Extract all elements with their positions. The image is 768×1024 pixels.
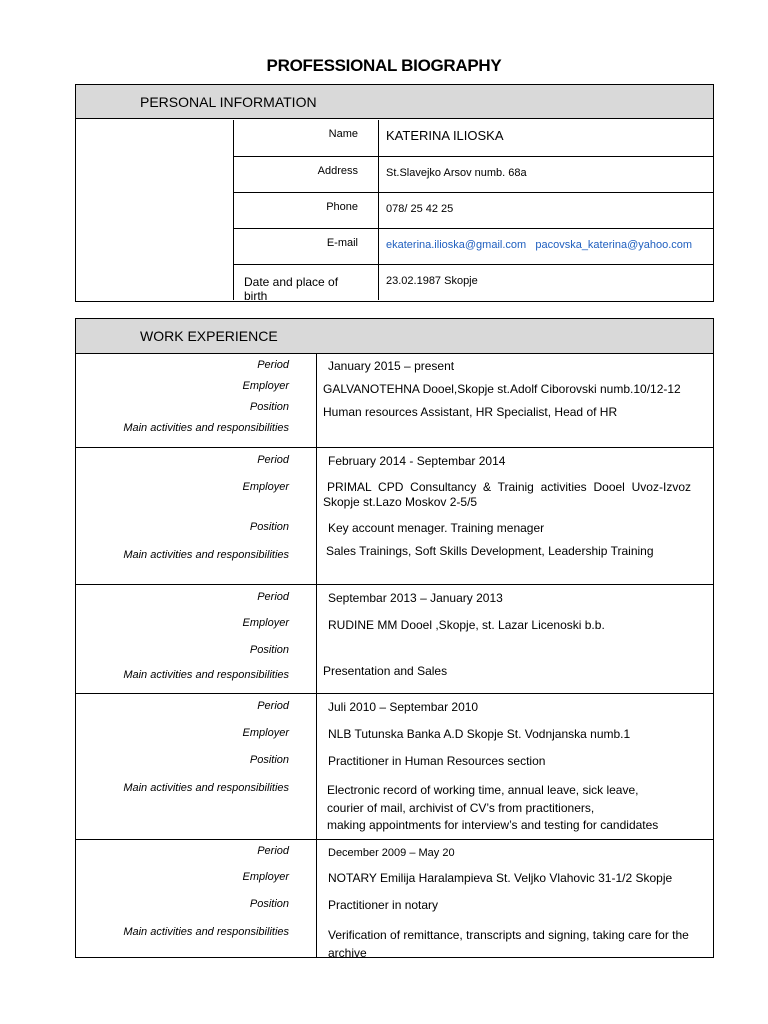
position-value: Practitioner in Human Resources section [328,754,546,768]
employer-value: RUDINE MM Dooel ,Skopje, st. Lazar Licenoski b.b. [328,618,605,632]
employer-label: Employer [242,481,289,493]
column-divider [316,694,317,839]
phone-row [233,192,714,228]
position-value: Key account menager. Training menager [328,521,545,535]
employer-label: Employer [242,617,289,629]
phone-value: 078/ 25 42 25 [386,203,454,215]
column-divider [316,448,317,584]
activities-label: Main activities and responsibilities [123,422,289,434]
activities-line: courier of mail, archivist of CV’s from practitioners, [327,800,595,815]
employer-value: NLB Tutunska Banka A.D Skopje St. Vodnjanska numb.1 [328,727,631,741]
activities-label: Main activities and responsibilities [123,669,289,681]
address-label: Address [233,157,379,192]
position-label: Position [249,898,289,910]
position-label: Position [249,521,289,533]
email-values [386,229,714,251]
column-divider [316,354,317,447]
position-label: Position [249,401,289,413]
position-value: Human resources Assistant, HR Specialist, Head of HR [323,405,618,419]
period-label: Period [257,845,289,857]
job-entry [76,353,713,447]
period-value: January 2015 – present [328,359,455,373]
email-label: E-mail [233,229,379,264]
employer-label: Employer [242,871,289,883]
job-entry [76,693,713,839]
personal-information-table [233,120,714,303]
period-label: Period [257,700,289,712]
activities-value: Verification of remittance, transcripts and signing, taking care for the archive [328,928,689,960]
address-row [233,156,714,192]
email-row [233,228,714,264]
job-entry [76,584,713,693]
period-value: Septembar 2013 – January 2013 [328,591,503,605]
activities-line: Electronic record of working time, annual leave, sick leave, [327,783,639,797]
address-value: St.Slavejko Arsov numb. 68a [386,167,527,179]
name-value: KATERINA ILIOSKA [386,128,504,143]
employer-value: NOTARY Emilija Haralampieva St. Veljko Vlahovic 31-1/2 Skopje [328,871,673,885]
job-entry [76,839,713,960]
position-label: Position [249,754,289,766]
email-link-gmail[interactable]: ekaterina.ilioska@gmail.com [386,239,527,251]
employer-label: Employer [242,380,289,392]
name-row [233,120,714,156]
employer-value: PRIMAL CPD Consultancy & Trainig activities Dooel Uvoz-Izvoz Skopje st.Lazo Moskov 2-5/5 [323,480,691,509]
activities-value [327,782,691,835]
activities-value: Presentation and Sales [323,664,448,678]
period-label: Period [257,591,289,603]
period-value: February 2014 - Septembar 2014 [328,454,506,468]
period-value: December 2009 – May 20 [328,847,455,859]
employer-label: Employer [242,727,289,739]
period-label: Period [257,454,289,466]
job-entry [76,447,713,584]
column-divider [316,840,317,957]
page-title: PROFESSIONAL BIOGRAPHY [266,56,502,75]
position-value: Practitioner in notary [328,898,439,912]
email-link-yahoo[interactable]: pacovska_katerina@yahoo.com [535,239,693,251]
personal-information-header: PERSONAL INFORMATION [76,85,713,119]
period-label: Period [257,359,289,371]
personal-information-section [75,84,714,302]
name-label: Name [233,120,379,156]
activities-label: Main activities and responsibilities [123,782,289,794]
phone-label: Phone [233,193,379,228]
birth-label: Date and place of birth [233,265,379,300]
work-experience-section [75,318,714,958]
period-value: Juli 2010 – Septembar 2010 [328,700,479,714]
birth-value: 23.02.1987 Skopje [386,275,478,287]
column-divider [316,585,317,693]
employer-value: GALVANOTEHNA Dooel,Skopje st.Adolf Ciborovski numb.10/12-12 [323,382,681,396]
activities-line: making appointments for interview’s and testing for candidates [327,818,659,832]
activities-label: Main activities and responsibilities [123,926,289,938]
activities-label: Main activities and responsibilities [123,549,289,561]
work-experience-header: WORK EXPERIENCE [76,319,713,353]
position-label: Position [249,644,289,656]
activities-value: Sales Trainings, Soft Skills Development, Leadership Training [326,544,654,558]
birth-row [233,264,714,303]
